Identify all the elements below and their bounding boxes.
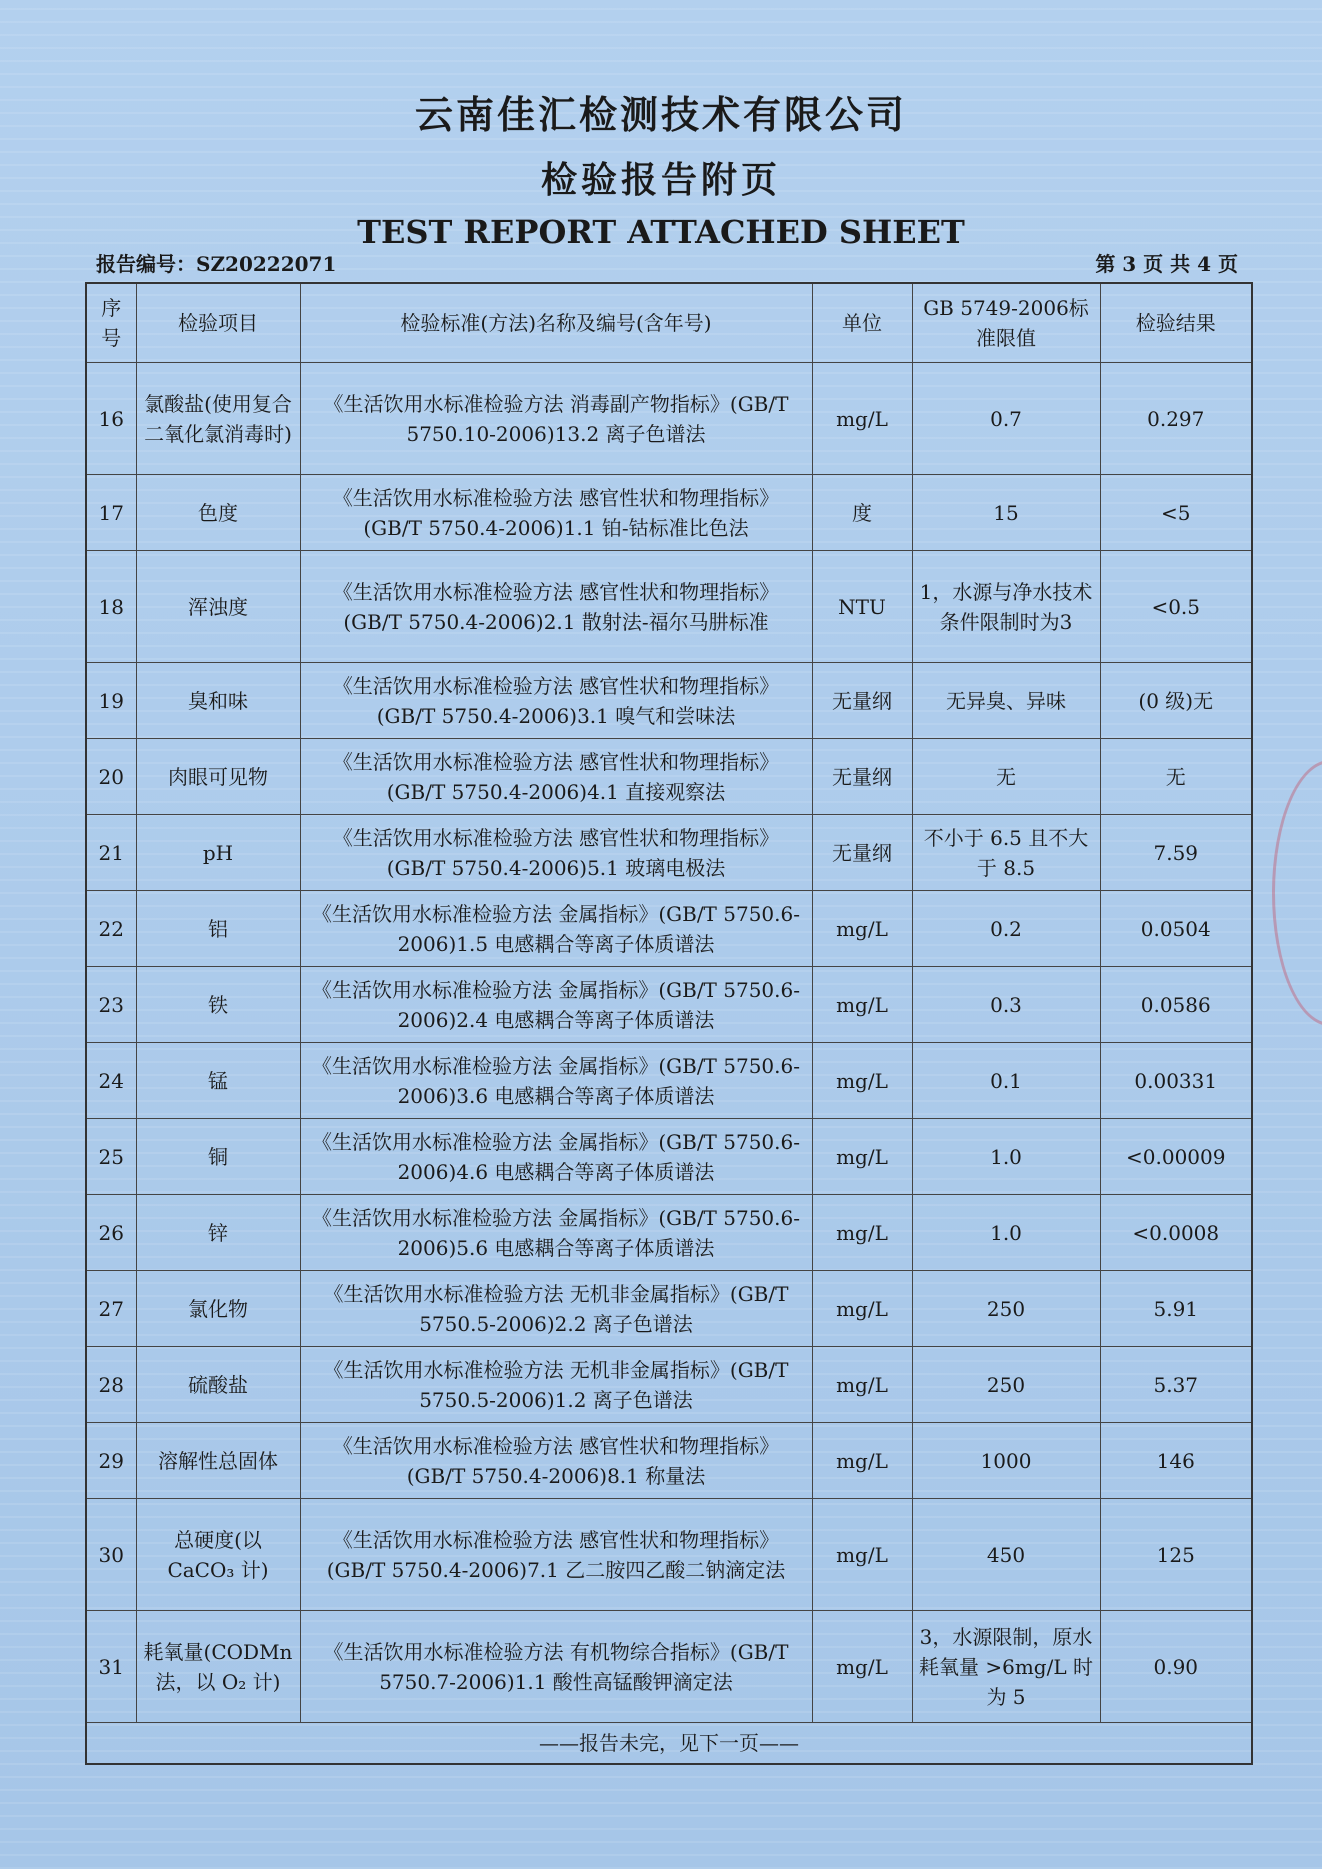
cell-item: 锰 — [136, 1043, 300, 1119]
table-row — [86, 1271, 1252, 1347]
cell-method: 《生活饮用水标准检验方法 金属指标》(GB/T 5750.6-2006)1.5 电感耦合等离子体质谱法 — [300, 891, 812, 967]
col-header-unit: 单位 — [812, 283, 912, 363]
cell-result: 0.297 — [1100, 363, 1252, 475]
cell-limit: 1，水源与净水技术条件限制时为3 — [912, 551, 1100, 663]
cell-unit: NTU — [812, 551, 912, 663]
cell-item: 肉眼可见物 — [136, 739, 300, 815]
report-title-en: TEST REPORT ATTACHED SHEET — [357, 213, 965, 251]
cell-item: 氯酸盐(使用复合二氧化氯消毒时) — [136, 363, 300, 475]
cell-method: 《生活饮用水标准检验方法 感官性状和物理指标》(GB/T 5750.4-2006)3.1 嗅气和尝味法 — [300, 663, 812, 739]
report-number — [96, 248, 336, 277]
cell-item: 溶解性总固体 — [136, 1423, 300, 1499]
table-row — [86, 475, 1252, 551]
table-row — [86, 815, 1252, 891]
cell-unit: 无量纲 — [812, 663, 912, 739]
cell-result: 5.37 — [1100, 1347, 1252, 1423]
cell-item: 锌 — [136, 1195, 300, 1271]
cell-method: 《生活饮用水标准检验方法 金属指标》(GB/T 5750.6-2006)4.6 电感耦合等离子体质谱法 — [300, 1119, 812, 1195]
cell-no: 29 — [86, 1423, 136, 1499]
cell-item: 总硬度(以 CaCO₃ 计) — [136, 1499, 300, 1611]
cell-limit: 450 — [912, 1499, 1100, 1611]
company-name: 云南佳汇检测技术有限公司 — [414, 92, 907, 137]
cell-method: 《生活饮用水标准检验方法 感官性状和物理指标》(GB/T 5750.4-2006)4.1 直接观察法 — [300, 739, 812, 815]
cell-method: 《生活饮用水标准检验方法 感官性状和物理指标》(GB/T 5750.4-2006)7.1 乙二胺四乙酸二钠滴定法 — [300, 1499, 812, 1611]
cell-no: 28 — [86, 1347, 136, 1423]
cell-result: 0.00331 — [1100, 1043, 1252, 1119]
cell-no: 19 — [86, 663, 136, 739]
cell-limit: 3，水源限制，原水耗氧量 >6mg/L 时为 5 — [912, 1611, 1100, 1723]
cell-no: 24 — [86, 1043, 136, 1119]
cell-item: 色度 — [136, 475, 300, 551]
cell-unit: mg/L — [812, 967, 912, 1043]
cell-item: 铝 — [136, 891, 300, 967]
table-row — [86, 967, 1252, 1043]
cell-result: 0.90 — [1100, 1611, 1252, 1723]
cell-no: 17 — [86, 475, 136, 551]
cell-unit: mg/L — [812, 1423, 912, 1499]
cell-item: 氯化物 — [136, 1271, 300, 1347]
table-body — [86, 363, 1252, 1723]
table-row — [86, 363, 1252, 475]
cell-no: 25 — [86, 1119, 136, 1195]
cell-item: 臭和味 — [136, 663, 300, 739]
cell-result: 5.91 — [1100, 1271, 1252, 1347]
table-row — [86, 891, 1252, 967]
report-number-label: 报告编号： — [96, 252, 196, 276]
table-row — [86, 1119, 1252, 1195]
cell-item: 浑浊度 — [136, 551, 300, 663]
cell-result: 125 — [1100, 1499, 1252, 1611]
cell-method: 《生活饮用水标准检验方法 消毒副产物指标》(GB/T 5750.10-2006)13.2 离子色谱法 — [300, 363, 812, 475]
cell-unit: 度 — [812, 475, 912, 551]
cell-unit: mg/L — [812, 1347, 912, 1423]
continuation-note: ——报告未完，见下一页—— — [86, 1723, 1252, 1765]
cell-item: 铁 — [136, 967, 300, 1043]
cell-method: 《生活饮用水标准检验方法 无机非金属指标》(GB/T 5750.5-2006)2.2 离子色谱法 — [300, 1271, 812, 1347]
cell-limit: 15 — [912, 475, 1100, 551]
table-row — [86, 1043, 1252, 1119]
cell-result: 0.0504 — [1100, 891, 1252, 967]
cell-method: 《生活饮用水标准检验方法 有机物综合指标》(GB/T 5750.7-2006)1.1 酸性高锰酸钾滴定法 — [300, 1611, 812, 1723]
cell-result: <0.5 — [1100, 551, 1252, 663]
cell-no: 31 — [86, 1611, 136, 1723]
col-header-item: 检验项目 — [136, 283, 300, 363]
cell-limit: 250 — [912, 1347, 1100, 1423]
cell-item: 耗氧量(CODMn 法，以 O₂ 计) — [136, 1611, 300, 1723]
cell-item: pH — [136, 815, 300, 891]
seal-stamp — [1272, 760, 1322, 1026]
report-number-value: SZ20222071 — [196, 252, 337, 276]
table-row — [86, 551, 1252, 663]
col-header-result: 检验结果 — [1100, 283, 1252, 363]
cell-result: (0 级)无 — [1100, 663, 1252, 739]
col-header-no: 序号 — [86, 283, 136, 363]
cell-method: 《生活饮用水标准检验方法 感官性状和物理指标》(GB/T 5750.4-2006)2.1 散射法-福尔马肼标准 — [300, 551, 812, 663]
cell-no: 16 — [86, 363, 136, 475]
table-row — [86, 739, 1252, 815]
cell-no: 20 — [86, 739, 136, 815]
cell-limit: 0.7 — [912, 363, 1100, 475]
cell-method: 《生活饮用水标准检验方法 金属指标》(GB/T 5750.6-2006)3.6 电感耦合等离子体质谱法 — [300, 1043, 812, 1119]
cell-result: 7.59 — [1100, 815, 1252, 891]
cell-result: <0.00009 — [1100, 1119, 1252, 1195]
table-row — [86, 1611, 1252, 1723]
cell-limit: 1.0 — [912, 1195, 1100, 1271]
cell-result: 0.0586 — [1100, 967, 1252, 1043]
cell-result: 无 — [1100, 739, 1252, 815]
cell-method: 《生活饮用水标准检验方法 感官性状和物理指标》(GB/T 5750.4-2006)1.1 铂-钴标准比色法 — [300, 475, 812, 551]
cell-method: 《生活饮用水标准检验方法 感官性状和物理指标》(GB/T 5750.4-2006)8.1 称量法 — [300, 1423, 812, 1499]
cell-limit: 0.1 — [912, 1043, 1100, 1119]
cell-unit: mg/L — [812, 1119, 912, 1195]
col-header-limit: GB 5749-2006标准限值 — [912, 283, 1100, 363]
cell-no: 22 — [86, 891, 136, 967]
cell-no: 21 — [86, 815, 136, 891]
results-table — [85, 282, 1253, 1765]
cell-result: <5 — [1100, 475, 1252, 551]
cell-result: 146 — [1100, 1423, 1252, 1499]
table-row — [86, 1499, 1252, 1611]
cell-no: 23 — [86, 967, 136, 1043]
cell-unit: mg/L — [812, 1271, 912, 1347]
cell-no: 18 — [86, 551, 136, 663]
cell-unit: 无量纲 — [812, 815, 912, 891]
cell-limit: 1.0 — [912, 1119, 1100, 1195]
cell-limit: 无异臭、异味 — [912, 663, 1100, 739]
table-header-row — [86, 283, 1252, 363]
cell-limit: 无 — [912, 739, 1100, 815]
cell-unit: mg/L — [812, 1499, 912, 1611]
cell-no: 30 — [86, 1499, 136, 1611]
cell-no: 26 — [86, 1195, 136, 1271]
col-header-method: 检验标准(方法)名称及编号(含年号) — [300, 283, 812, 363]
table-row — [86, 663, 1252, 739]
report-title-cn: 检验报告附页 — [540, 159, 781, 201]
cell-unit: 无量纲 — [812, 739, 912, 815]
cell-method: 《生活饮用水标准检验方法 无机非金属指标》(GB/T 5750.5-2006)1.2 离子色谱法 — [300, 1347, 812, 1423]
cell-limit: 1000 — [912, 1423, 1100, 1499]
cell-limit: 250 — [912, 1271, 1100, 1347]
cell-item: 铜 — [136, 1119, 300, 1195]
table-footer-row — [86, 1723, 1252, 1765]
cell-unit: mg/L — [812, 1611, 912, 1723]
cell-method: 《生活饮用水标准检验方法 金属指标》(GB/T 5750.6-2006)2.4 电感耦合等离子体质谱法 — [300, 967, 812, 1043]
table-row — [86, 1347, 1252, 1423]
cell-unit: mg/L — [812, 891, 912, 967]
cell-limit: 0.3 — [912, 967, 1100, 1043]
table-row — [86, 1423, 1252, 1499]
page-info: 第 3 页 共 4 页 — [1095, 252, 1238, 276]
cell-limit: 0.2 — [912, 891, 1100, 967]
cell-unit: mg/L — [812, 1195, 912, 1271]
cell-limit: 不小于 6.5 且不大于 8.5 — [912, 815, 1100, 891]
cell-result: <0.0008 — [1100, 1195, 1252, 1271]
cell-item: 硫酸盐 — [136, 1347, 300, 1423]
cell-no: 27 — [86, 1271, 136, 1347]
cell-method: 《生活饮用水标准检验方法 金属指标》(GB/T 5750.6-2006)5.6 电感耦合等离子体质谱法 — [300, 1195, 812, 1271]
cell-method: 《生活饮用水标准检验方法 感官性状和物理指标》(GB/T 5750.4-2006)5.1 玻璃电极法 — [300, 815, 812, 891]
table-row — [86, 1195, 1252, 1271]
cell-unit: mg/L — [812, 1043, 912, 1119]
cell-unit: mg/L — [812, 363, 912, 475]
